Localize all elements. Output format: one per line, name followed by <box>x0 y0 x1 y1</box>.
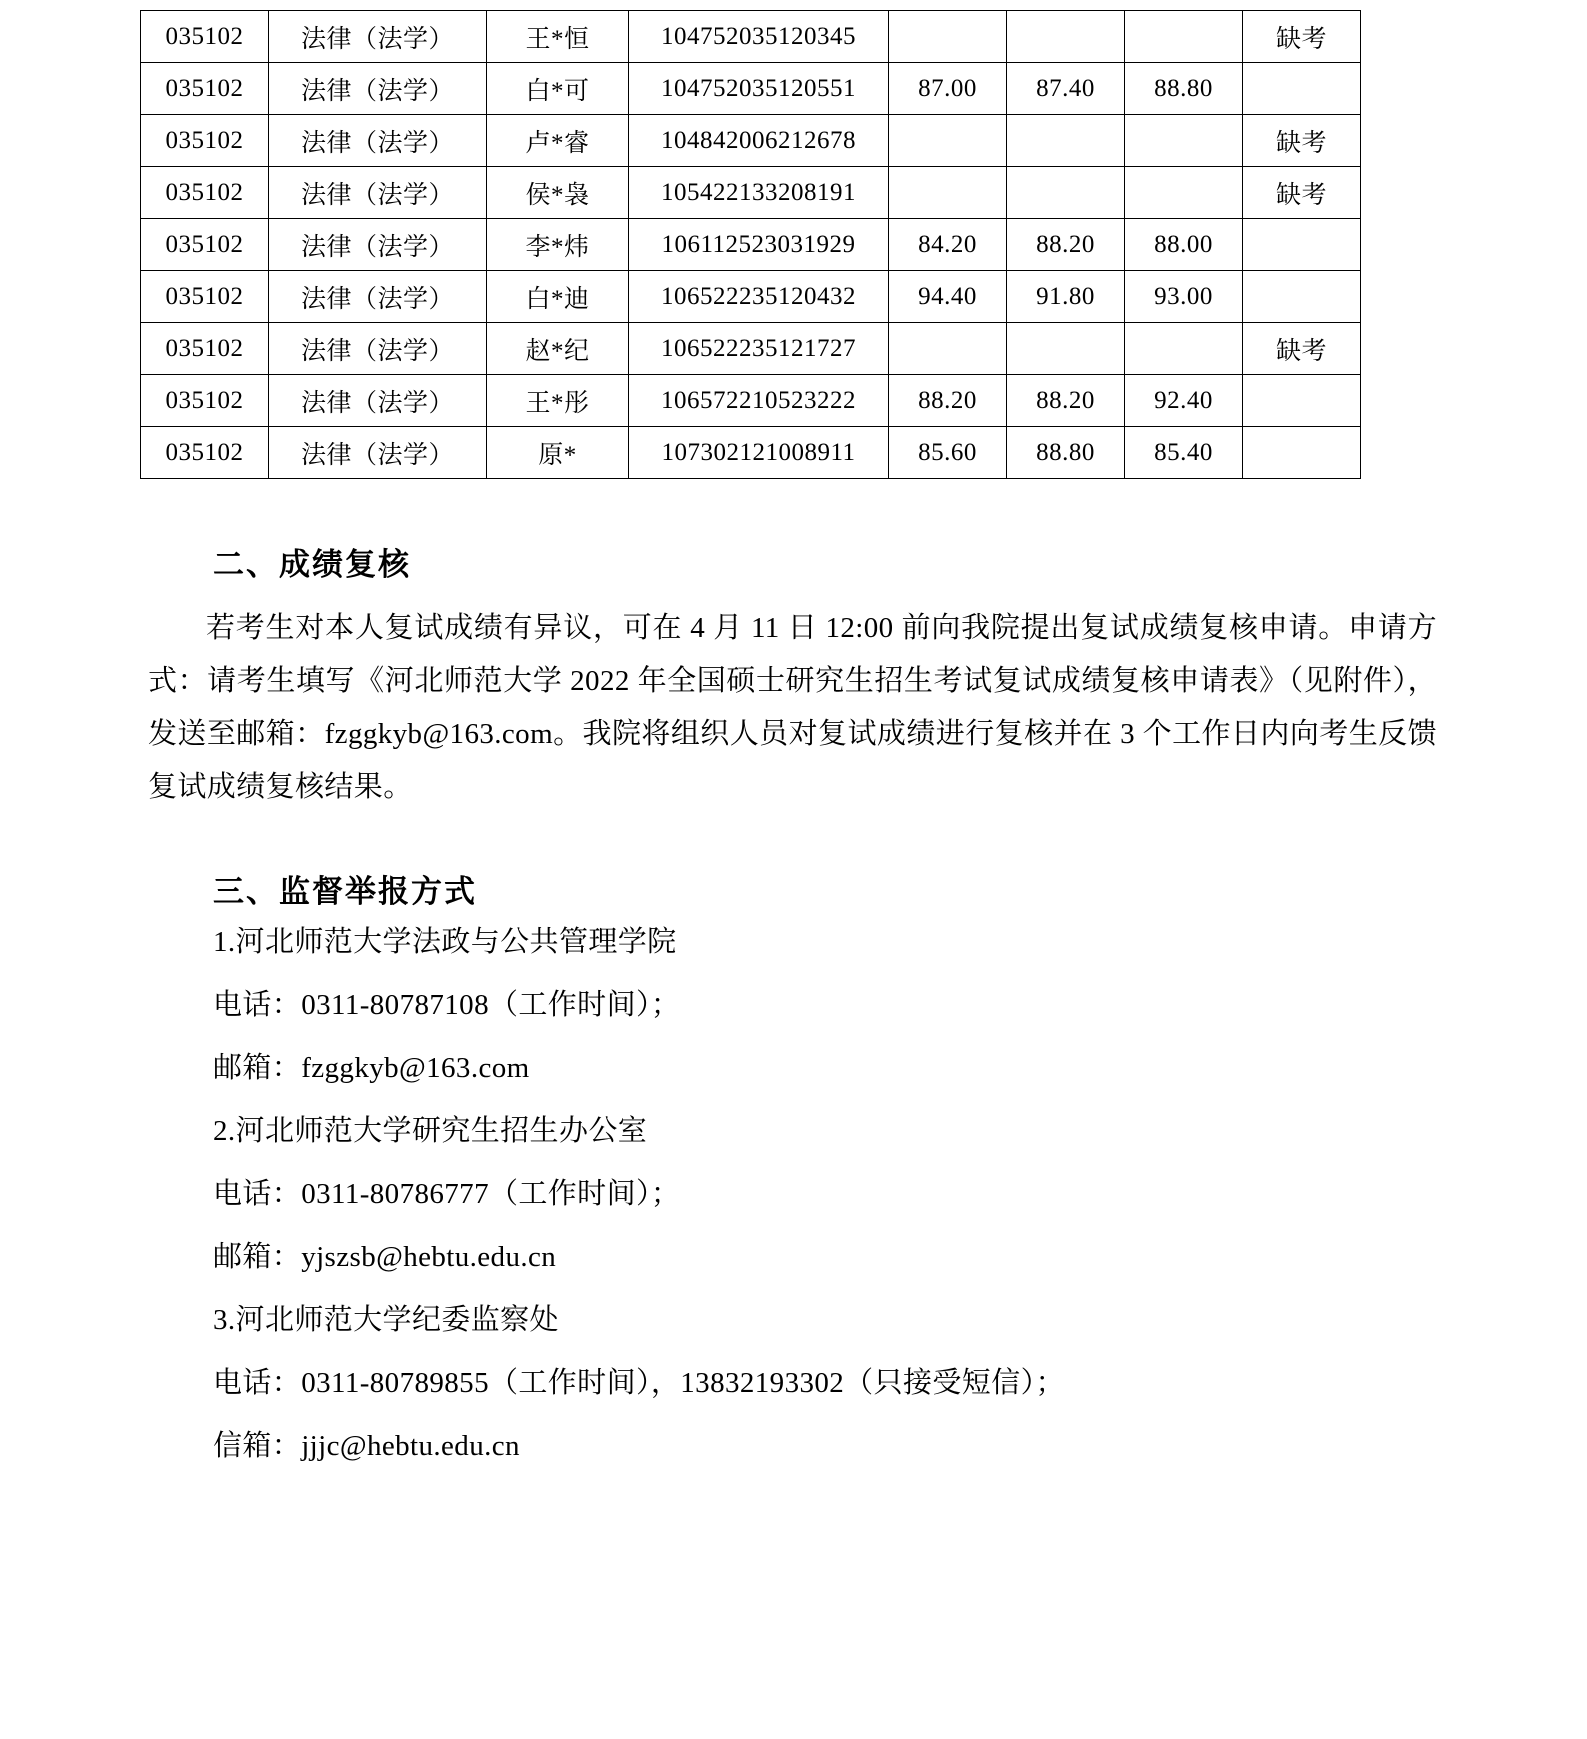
cell-score-3: 85.40 <box>1125 427 1243 479</box>
cell-score-3 <box>1125 11 1243 63</box>
cell-score-2 <box>1007 115 1125 167</box>
contact-phone-1: 电话：0311-80787108（工作时间）； <box>213 989 681 1021</box>
cell-score-1: 84.20 <box>889 219 1007 271</box>
contact-phone-3: 电话：0311-80789855（工作时间），13832193302（只接受短信）； <box>213 1367 1065 1399</box>
table-row <box>141 115 1361 167</box>
table-row <box>141 63 1361 115</box>
cell-score-1: 85.60 <box>889 427 1007 479</box>
contact-org-2: 2.河北师范大学研究生招生办公室 <box>213 1115 648 1147</box>
contact-phone-2: 电话：0311-80786777（工作时间）； <box>213 1178 681 1210</box>
cell-student-name: 李*炜 <box>487 219 629 271</box>
cell-score-2: 88.20 <box>1007 219 1125 271</box>
cell-candidate-id: 104752035120345 <box>629 11 889 63</box>
cell-major-name: 法律（法学） <box>269 219 487 271</box>
cell-score-3 <box>1125 323 1243 375</box>
cell-score-1 <box>889 167 1007 219</box>
cell-note <box>1243 427 1361 479</box>
contact-email-1: 邮箱：fzggkyb@163.com <box>213 1052 530 1084</box>
cell-major-code: 035102 <box>141 375 269 427</box>
cell-candidate-id: 105422133208191 <box>629 167 889 219</box>
cell-major-code: 035102 <box>141 63 269 115</box>
cell-score-2 <box>1007 167 1125 219</box>
contact-email-2: 邮箱：yjszsb@hebtu.edu.cn <box>213 1241 557 1273</box>
cell-candidate-id: 106522235120432 <box>629 271 889 323</box>
cell-score-2: 91.80 <box>1007 271 1125 323</box>
cell-score-3: 88.00 <box>1125 219 1243 271</box>
cell-score-3: 93.00 <box>1125 271 1243 323</box>
table-row <box>141 219 1361 271</box>
cell-major-name: 法律（法学） <box>269 323 487 375</box>
cell-score-2 <box>1007 323 1125 375</box>
table-row <box>141 11 1361 63</box>
cell-note <box>1243 63 1361 115</box>
section-heading-score-review: 二、成绩复核 <box>213 547 411 582</box>
cell-major-name: 法律（法学） <box>269 63 487 115</box>
cell-student-name: 白*迪 <box>487 271 629 323</box>
cell-student-name: 卢*睿 <box>487 115 629 167</box>
contact-email-3: 信箱：jjjc@hebtu.edu.cn <box>213 1430 520 1462</box>
score-review-paragraph: 若考生对本人复试成绩有异议，可在 4 月 11 日 12:00 前向我院提出复试成绩复核申请。申请方式：请考生填写《河北师范大学 2022 年全国硕士研究生招生考试复试成绩复核申请表》（见附件），发送至邮箱：fzggkyb@163.com。我院将组织人员对复试成绩进行复核并在 3 个工作日内向考生反馈复试成绩复核结果。 <box>148 612 1437 803</box>
cell-score-3: 92.40 <box>1125 375 1243 427</box>
cell-note <box>1243 271 1361 323</box>
contact-org-3: 3.河北师范大学纪委监察处 <box>213 1304 559 1336</box>
cell-candidate-id: 106572210523222 <box>629 375 889 427</box>
cell-score-3 <box>1125 167 1243 219</box>
cell-note <box>1243 219 1361 271</box>
cell-score-1 <box>889 11 1007 63</box>
cell-student-name: 原* <box>487 427 629 479</box>
cell-score-2: 88.20 <box>1007 375 1125 427</box>
cell-note: 缺考 <box>1243 11 1361 63</box>
cell-major-name: 法律（法学） <box>269 167 487 219</box>
section-heading-report: 三、监督举报方式 <box>213 874 477 909</box>
cell-score-1 <box>889 323 1007 375</box>
cell-score-3: 88.80 <box>1125 63 1243 115</box>
cell-score-2 <box>1007 11 1125 63</box>
cell-score-1: 87.00 <box>889 63 1007 115</box>
cell-major-code: 035102 <box>141 323 269 375</box>
cell-score-1: 94.40 <box>889 271 1007 323</box>
cell-note <box>1243 375 1361 427</box>
cell-score-1 <box>889 115 1007 167</box>
cell-major-name: 法律（法学） <box>269 375 487 427</box>
table-row <box>141 271 1361 323</box>
table-row <box>141 427 1361 479</box>
cell-candidate-id: 107302121008911 <box>629 427 889 479</box>
cell-major-name: 法律（法学） <box>269 11 487 63</box>
cell-major-code: 035102 <box>141 115 269 167</box>
cell-major-code: 035102 <box>141 167 269 219</box>
cell-score-3 <box>1125 115 1243 167</box>
cell-student-name: 侯*袅 <box>487 167 629 219</box>
table-row <box>141 323 1361 375</box>
cell-major-code: 035102 <box>141 11 269 63</box>
cell-major-code: 035102 <box>141 427 269 479</box>
report-contacts <box>0 911 1587 1478</box>
cell-candidate-id: 104842006212678 <box>629 115 889 167</box>
cell-student-name: 白*可 <box>487 63 629 115</box>
table-row <box>141 167 1361 219</box>
cell-major-name: 法律（法学） <box>269 271 487 323</box>
cell-note: 缺考 <box>1243 167 1361 219</box>
cell-major-code: 035102 <box>141 219 269 271</box>
cell-student-name: 赵*纪 <box>487 323 629 375</box>
cell-candidate-id: 106522235121727 <box>629 323 889 375</box>
contact-org-1: 1.河北师范大学法政与公共管理学院 <box>213 926 677 958</box>
table-row <box>141 375 1361 427</box>
cell-score-1: 88.20 <box>889 375 1007 427</box>
score-table-body <box>141 11 1361 479</box>
cell-score-2: 88.80 <box>1007 427 1125 479</box>
cell-note: 缺考 <box>1243 115 1361 167</box>
score-table-container <box>0 0 1587 479</box>
cell-student-name: 王*彤 <box>487 375 629 427</box>
cell-major-name: 法律（法学） <box>269 115 487 167</box>
cell-student-name: 王*恒 <box>487 11 629 63</box>
score-table <box>140 10 1361 479</box>
cell-score-2: 87.40 <box>1007 63 1125 115</box>
cell-candidate-id: 104752035120551 <box>629 63 889 115</box>
cell-candidate-id: 106112523031929 <box>629 219 889 271</box>
cell-note: 缺考 <box>1243 323 1361 375</box>
cell-major-code: 035102 <box>141 271 269 323</box>
cell-major-name: 法律（法学） <box>269 427 487 479</box>
